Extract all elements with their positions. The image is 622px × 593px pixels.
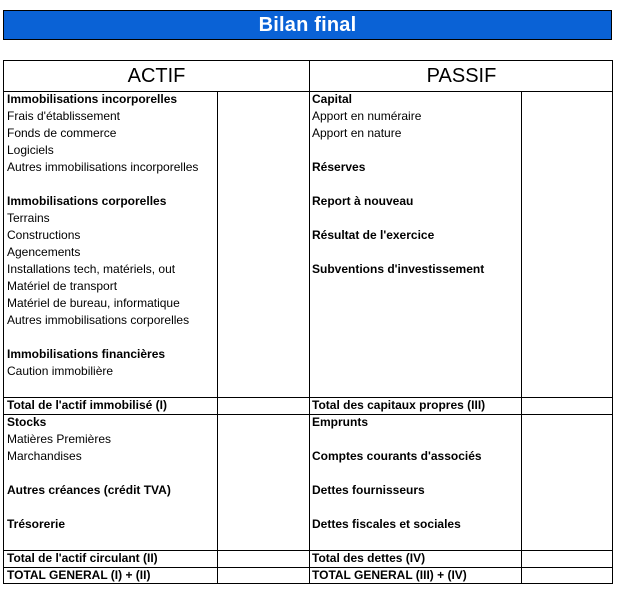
passif-row-label: Capital <box>312 92 353 106</box>
actif-row-label: Stocks <box>7 415 47 429</box>
passif-row-label: Total des capitaux propres (III) <box>312 398 486 412</box>
actif-row-label: Matériel de bureau, informatique <box>7 296 180 310</box>
actif-row-label: Logiciels <box>7 143 54 157</box>
actif-row-label: Constructions <box>7 228 81 242</box>
page-title: Bilan final <box>258 13 357 36</box>
actif-row-label: Autres créances (crédit TVA) <box>7 483 171 497</box>
passif-row-label: Apport en nature <box>312 126 402 140</box>
actif-row-label: Immobilisations incorporelles <box>7 92 178 106</box>
actif-row-label: TOTAL GENERAL (I) + (II) <box>7 568 151 582</box>
actif-row-label: Immobilisations corporelles <box>7 194 167 208</box>
actif-row-label: Matières Premières <box>7 432 112 446</box>
column-divider <box>309 61 310 583</box>
actif-row-label: Total de l'actif circulant (II) <box>7 551 158 565</box>
actif-value-divider <box>217 91 218 583</box>
passif-row-label: Report à nouveau <box>312 194 414 208</box>
passif-row-label: Subventions d'investissement <box>312 262 485 276</box>
passif-row-label: Dettes fiscales et sociales <box>312 517 461 531</box>
title-bar <box>3 10 612 40</box>
actif-row-label: Autres immobilisations corporelles <box>7 313 190 327</box>
actif-row-label: Fonds de commerce <box>7 126 117 140</box>
actif-row-label: Frais d'établissement <box>7 109 121 123</box>
passif-row-label: Emprunts <box>312 415 369 429</box>
actif-row-label: Marchandises <box>7 449 82 463</box>
passif-row-label: Comptes courants d'associés <box>312 449 482 463</box>
actif-row-label: Total de l'actif immobilisé (I) <box>7 398 167 412</box>
actif-row-label: Immobilisations financières <box>7 347 166 361</box>
passif-row-label: Total des dettes (IV) <box>312 551 426 565</box>
passif-value-divider <box>521 91 522 583</box>
passif-row-label: TOTAL GENERAL (III) + (IV) <box>312 568 467 582</box>
actif-header: ACTIF <box>127 64 186 87</box>
actif-row-label: Terrains <box>7 211 50 225</box>
actif-row-label: Trésorerie <box>7 517 66 531</box>
passif-row-label: Apport en numéraire <box>312 109 422 123</box>
passif-row-label: Réserves <box>312 160 366 174</box>
passif-header: PASSIF <box>426 64 497 87</box>
actif-row-label: Installations tech, matériels, out <box>7 262 176 276</box>
actif-row-label: Agencements <box>7 245 81 259</box>
actif-row-label: Autres immobilisations incorporelles <box>7 160 199 174</box>
actif-row-label: Caution immobilière <box>7 364 114 378</box>
passif-row-label: Résultat de l'exercice <box>312 228 435 242</box>
balance-sheet-table <box>3 60 613 584</box>
actif-row-label: Matériel de transport <box>7 279 118 293</box>
passif-row-label: Dettes fournisseurs <box>312 483 425 497</box>
